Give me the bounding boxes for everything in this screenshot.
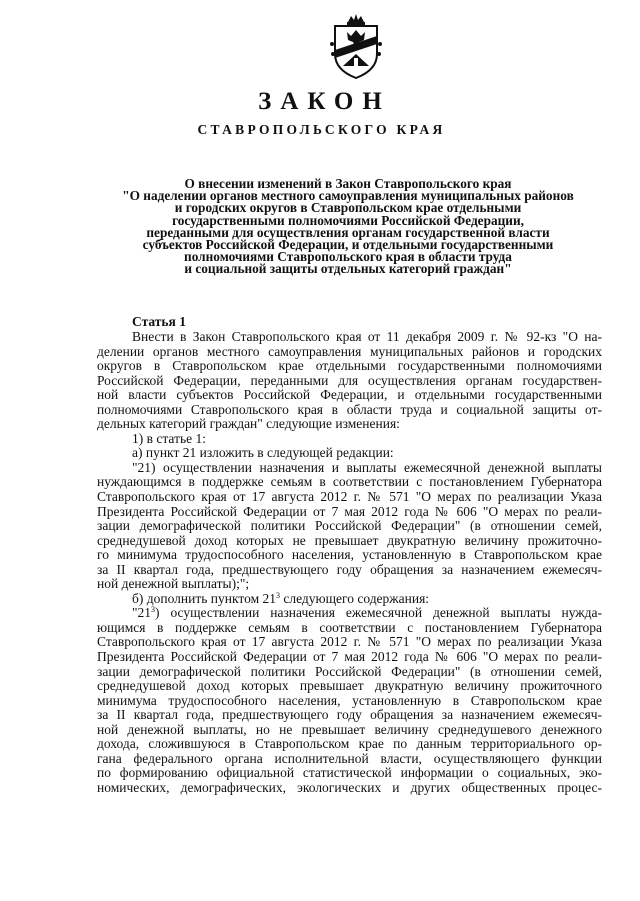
body-line: го минимума трудоспособного населения, установленную в Ставропольском крае	[97, 548, 602, 563]
body-line: Российской Федерации, переданными для осуществления органам государствен-	[97, 373, 602, 388]
body-line: дохода, сложившуюся в Ставропольском крае по данным территориального ор-	[97, 737, 602, 752]
body-line: 1) в статье 1:	[132, 431, 206, 446]
body-text: "21	[132, 606, 152, 621]
body-line: среднедушевой доход которых превышает двукратную величину прожиточного	[97, 679, 602, 694]
body-line: ной власти субъектов Российской Федерации, и отдельными государственными	[97, 388, 602, 403]
heading-line: субъектов Российской Федерации, и отдельными государственными	[142, 237, 554, 253]
law-heading	[98, 178, 598, 276]
heading-line: и городских округов в Ставропольском крае отдельными	[174, 200, 522, 216]
body-line: округов в Ставропольском крае отдельными государственными полномочиями	[97, 359, 602, 374]
body-line: "21) осуществлении назначения и выплаты ежемесячной денежной выплаты	[132, 460, 602, 475]
law-subtitle: СТАВРОПОЛЬСКОГО КРАЯ	[197, 122, 446, 137]
body-line: Ставропольского края от 17 августа 2012 г. № 571 "О мерах по реализации Указа	[97, 490, 602, 505]
heading-line: О внесении изменений в Закон Ставропольского края	[184, 176, 512, 191]
body-line: Президента Российской Федерации от 7 мая 2012 года № 606 "О мерах по реали-	[97, 650, 602, 665]
heading-line: "О наделении органов местного самоуправления муниципальных районов	[122, 188, 574, 204]
heading-line: государственными полномочиями Российской Федерации,	[172, 212, 524, 228]
body-line: Ставропольского края от 17 августа 2012 г. № 571 "О мерах по реализации Указа	[97, 635, 602, 650]
body-line: Внести в Закон Ставропольского края от 11 декабря 2009 г. № 92-кз "О на-	[132, 330, 602, 344]
body-line: за II квартал года, предшествующего году обращения за назначением ежемесяч-	[97, 562, 602, 577]
body-line: по формированию официальной статистической информации о социальных, эко-	[97, 766, 602, 781]
superscript: 3	[276, 591, 280, 600]
heading-line: и социальной защиты отдельных категорий граждан"	[184, 261, 512, 277]
body-line: делении органов местного самоуправления муниципальных районов и городских	[97, 344, 602, 359]
law-title: ЗАКОН	[258, 88, 391, 115]
heading-line: полномочиями Ставропольского края в области труда	[184, 249, 512, 265]
article-body	[97, 330, 602, 796]
body-line: за II квартал года, предшествующего году обращения за назначением ежемесяч-	[97, 708, 602, 723]
body-line: а) пункт 21 изложить в следующей редакции:	[132, 446, 394, 461]
body-line: полномочиями Ставропольского края в области труда и социальной защиты от-	[97, 402, 602, 417]
body-line: среднедушевой доход которых не превышает двукратную величину прожиточно-	[97, 533, 602, 548]
body-line: номических, демографических, экологических и других общественных процес-	[97, 780, 602, 795]
body-line: дельных категорий граждан" следующие изменения:	[97, 417, 400, 432]
body-line: ной денежной выплаты, но не превышает величину среднедушевого денежного	[97, 722, 602, 737]
body-text: б) дополнить пунктом 21	[132, 591, 276, 606]
body-line: зации демографической политики Российской Федерации" (в отношении семей,	[97, 519, 602, 534]
body-line	[97, 606, 602, 621]
body-line: нуждающимся в поддержке семьям в соответствии с постановлением Губернатора	[97, 475, 602, 490]
body-line: минимума трудоспособного населения, установленную в Ставропольском крае	[97, 693, 602, 708]
coat-of-arms-icon	[329, 14, 383, 80]
superscript: 3	[151, 606, 156, 615]
body-text: следующего содержания:	[280, 591, 430, 606]
body-line: гана федерального органа исполнительной власти, осуществляющего функции	[97, 751, 602, 766]
body-line: ной денежной выплаты);";	[97, 577, 250, 592]
body-line: ющимся в поддержке семьям в соответствии с постановлением Губернатора	[97, 620, 602, 635]
body-line: Президента Российской Федерации от 7 мая 2012 года № 606 "О мерах по реали-	[97, 504, 602, 519]
heading-line: переданными для осуществления органам государственной власти	[146, 224, 550, 240]
body-text: ) осуществлении назначения ежемесячной денежной выплаты нужда-	[155, 606, 602, 621]
body-line: зации демографической политики Российской Федерации" (в отношении семей,	[97, 664, 602, 679]
article-title: Статья 1	[132, 314, 186, 329]
body-line	[97, 592, 602, 607]
